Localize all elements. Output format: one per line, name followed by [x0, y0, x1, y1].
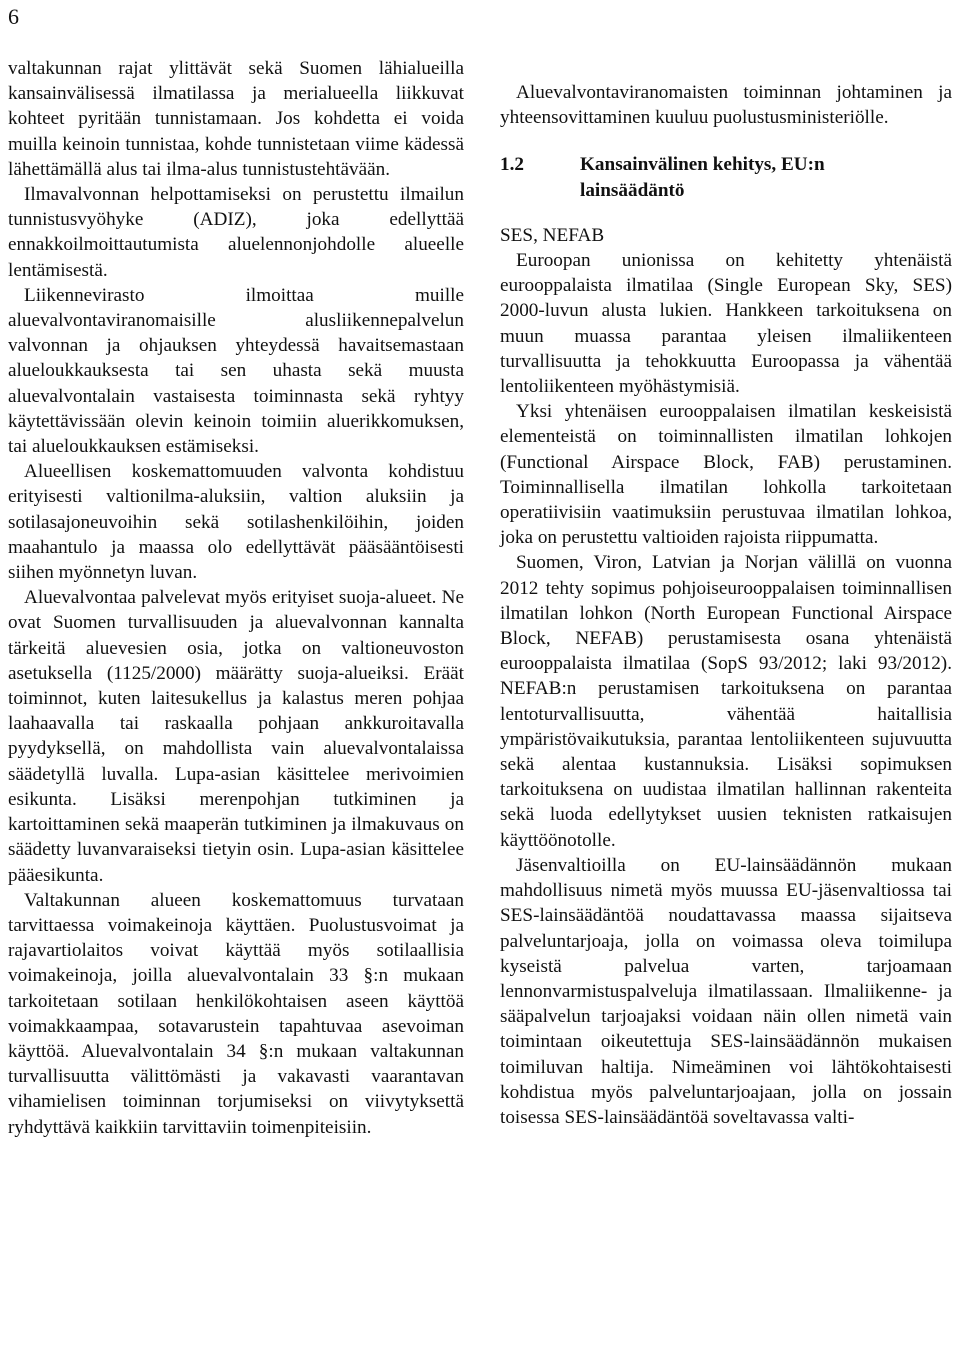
section-title: Kansainvälinen kehitys, EU:n lainsäädäntö — [580, 154, 825, 201]
body-paragraph: Ilmavalvonnan helpottamiseksi on perustettu ilmailun tunnistusvyöhyke (ADIZ), joka edellyttää ennakkoilmoittautumista aluelennonjohdolle alueelle lentämisestä. — [8, 184, 464, 281]
section-heading — [500, 152, 952, 202]
body-paragraph: valtakunnan rajat ylittävät sekä Suomen lähialueilla kansainvälisessä ilmatilassa ja merialueella liikkuvat kohteet pyritään tunnistamaan. Jos kohdetta ei voida muilla keinoin tunnistaa, kohde tunnistetaan viime kädessä lähettämällä alus tai ilma-alus tunnistustehtävään. — [8, 58, 464, 180]
left-column — [8, 56, 464, 1140]
intro-paragraph: Aluevalvontaviranomaisten toiminnan johtaminen ja yhteensovittaminen kuuluu puolustusministeriölle. — [500, 82, 952, 129]
body-paragraph: Liikennevirasto ilmoittaa muille aluevalvontaviranomaisille alusliikennepalvelun valvonnan ja ohjauksen yhteydessä havaitsemastaan alueloukkauksesta tai sen uhasta sekä muusta aluevalvontalain vastaisesta toiminnasta sekä ryhtyy käytettävissään olevin keinoin toimiin aluerikkomuksen, tai alueloukkauksen estämiseksi. — [8, 284, 464, 458]
body-paragraph: Aluevalvontaa palvelevat myös erityiset suoja-alueet. Ne ovat Suomen turvallisuuden ja aluevalvonnan kannalta tärkeitä aluevesien osia, jotka on valtioneuvoston asetuksella (1125/2000) määrätty suoja-alueiksi. Eräät toiminnot, kuten laitesukellus ja kalastus meren pohjaa laahaavalla tai raskaalla pohjaan ankkuroitavalla pyydyksellä, on mahdollista vain aluevalvontalaissa säädetyllä luvalla. Lupa-asian käsittelee merivoimien esikunta. Lisäksi merenpohjan tutkiminen ja kartoittaminen sekä maaperän tutkiminen ja ilmakuvaus on säädetty luvanvaraiseksi tietyin osin. Lupa-asian käsittelee pääesikunta. — [8, 587, 464, 886]
body-paragraph: Jäsenvaltioilla on EU-lainsäädännön mukaan mahdollisuus nimetä myös muussa EU-jäsenvaltiossa tai SES-lainsäädäntöä noudattavassa maassa sijaitseva palveluntarjoaja, jolla on voimassa oleva toimilupa kyseistä palvelua varten, tarjoamaan lennonvarmistuspalveluja ilmatilassaan. Ilmaliikenne- ja sääpalvelun tarjoajaksi voidaan näin ollen nimetä vain toimintaan oikeutettuja SES-lainsäädännön mukaisen toimiluvan haltija. Nimeäminen voi lähtökohtaisesti kohdistua myös palveluntarjoajaan, jolla on jossain toisessa SES-lainsäädäntöä soveltavassa valti- — [500, 854, 952, 1128]
page-number: 6 — [8, 4, 19, 29]
body-paragraph: Suomen, Viron, Latvian ja Norjan välillä on vuonna 2012 tehty sopimus pohjoiseurooppalaisen toiminnallisen ilmatilan lohkon (North European Functional Airspace Block, NEFAB) perustamisesta osana yhtenäistä eurooppalaista ilmatilaa (SopS 93/2012; laki 93/2012). NEFAB:n perustamisen tarkoituksena on parantaa lentoturvallisuutta, vähentää haitallisia ympäristövaikutuksia, parantaa lentoliikenteen sujuvuutta sekä alentaa kustannuksia. Lisäksi sopimuksen tarkoituksena on uudistaa ilmatilan hallinnan rakenteita sekä luoda edellytykset uusien teknisten ratkaisujen käyttöönotolle. — [500, 552, 952, 851]
body-paragraph: Euroopan unionissa on kehitetty yhtenäistä eurooppalaista ilmatilaa (Single European Sky, SES) 2000-luvun alusta lukien. Hankkeen tarkoituksena on muun muassa parantaa yleisen ilmaliikenteen turvallisuutta ja tehokkuutta Euroopassa ja vähentää lentoliikenteen myöhästymisiä. — [500, 250, 952, 398]
right-column — [500, 80, 952, 1130]
subheading: SES, NEFAB — [500, 224, 605, 246]
section-number: 1.2 — [500, 154, 524, 176]
body-paragraph: Yksi yhtenäisen eurooppalaisen ilmatilan keskeisistä elementeistä on toiminnallisten ilmatilan lohkojen (Functional Airspace Block, FAB) perustaminen. Toiminnallisella ilmatilan lohkolla tarkoitetaan operatiivisiin vaatimuksiin perustuvaa ilmatilan lohkoa, joka on perustettu valtioiden rajoista riippumatta. — [500, 401, 952, 549]
body-paragraph: Valtakunnan alueen koskemattomuus turvataan tarvittaessa voimakeinoja käyttäen. Puolustusvoimat ja rajavartiolaitos voivat käyttää myös sotilaallisia voimakeinoja, joilla aluevalvontalain 33 §:n mukaan tarkoitetaan sotilaan henkilökohtaisen aseen käyttöä voimakkaampaa, sotavarustein tapahtuvaa asevoiman käyttöä. Aluevalvontalain 34 §:n mukaan valtakunnan turvallisuutta välittömästi ja vakavasti vaarantavan vihamielisen toiminnan torjumiseksi on viivytyksettä ryhdyttävä kaikkiin tarvittaviin toimenpiteisiin. — [8, 889, 464, 1138]
body-paragraph: Alueellisen koskemattomuuden valvonta kohdistuu erityisesti valtionilma-aluksiin, valtion aluksiin ja sotilasajoneuvoihin sekä sotilashenkilöihin, joiden maahantulo ja maassa olo edellyttävät pääsääntöisesti siihen myönnetyn luvan. — [8, 461, 464, 584]
